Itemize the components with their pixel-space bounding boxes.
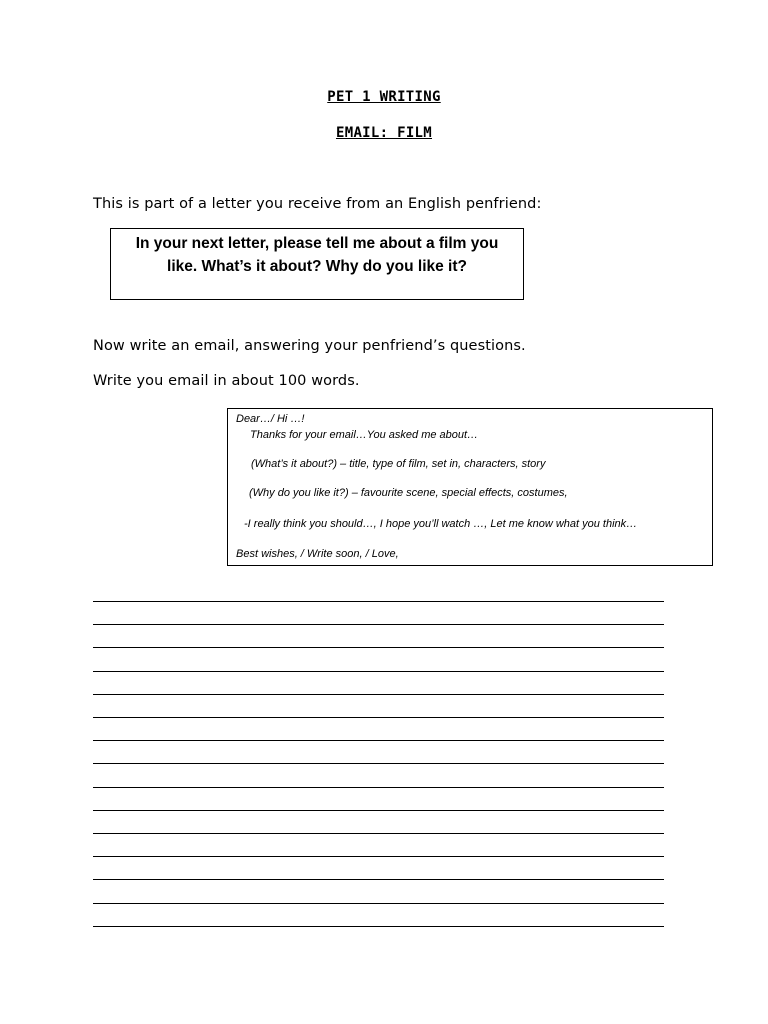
answer-line[interactable] xyxy=(93,624,664,625)
hint-recommend: -I really think you should…, I hope you’ll watch …, Let me know what you think… xyxy=(244,518,638,530)
letter-excerpt-line: like. What’s it about? Why do you like it? xyxy=(167,258,467,275)
hint-thanks: Thanks for your email…You asked me about… xyxy=(250,429,479,441)
answer-line[interactable] xyxy=(93,647,664,648)
answer-line[interactable] xyxy=(93,671,664,672)
answer-line[interactable] xyxy=(93,833,664,834)
answer-line[interactable] xyxy=(93,903,664,904)
answer-line[interactable] xyxy=(93,740,664,741)
answer-line[interactable] xyxy=(93,601,664,602)
hint-about: (What’s it about?) – title, type of film, set in, characters, story xyxy=(251,458,546,470)
hint-opening: Dear…/ Hi …! xyxy=(236,413,305,425)
hint-why: (Why do you like it?) – favourite scene, special effects, costumes, xyxy=(249,487,568,499)
answer-line[interactable] xyxy=(93,879,664,880)
page-title: PET 1 WRITING xyxy=(327,89,441,105)
answer-line[interactable] xyxy=(93,926,664,927)
instruction-text: Now write an email, answering your penfriend’s questions. xyxy=(93,338,526,354)
answer-line[interactable] xyxy=(93,787,664,788)
answer-line[interactable] xyxy=(93,810,664,811)
letter-excerpt-box xyxy=(110,228,524,300)
answer-line[interactable] xyxy=(93,763,664,764)
hints-box xyxy=(227,408,713,566)
answer-line[interactable] xyxy=(93,856,664,857)
page-subtitle: EMAIL: FILM xyxy=(335,125,433,141)
letter-excerpt-line: In your next letter, please tell me about a film you xyxy=(135,235,499,252)
answer-line[interactable] xyxy=(93,694,664,695)
instruction-text: Write you email in about 100 words. xyxy=(93,373,360,389)
intro-text: This is part of a letter you receive from an English penfriend: xyxy=(93,196,542,212)
hint-closing: Best wishes, / Write soon, / Love, xyxy=(236,548,399,560)
answer-line[interactable] xyxy=(93,717,664,718)
